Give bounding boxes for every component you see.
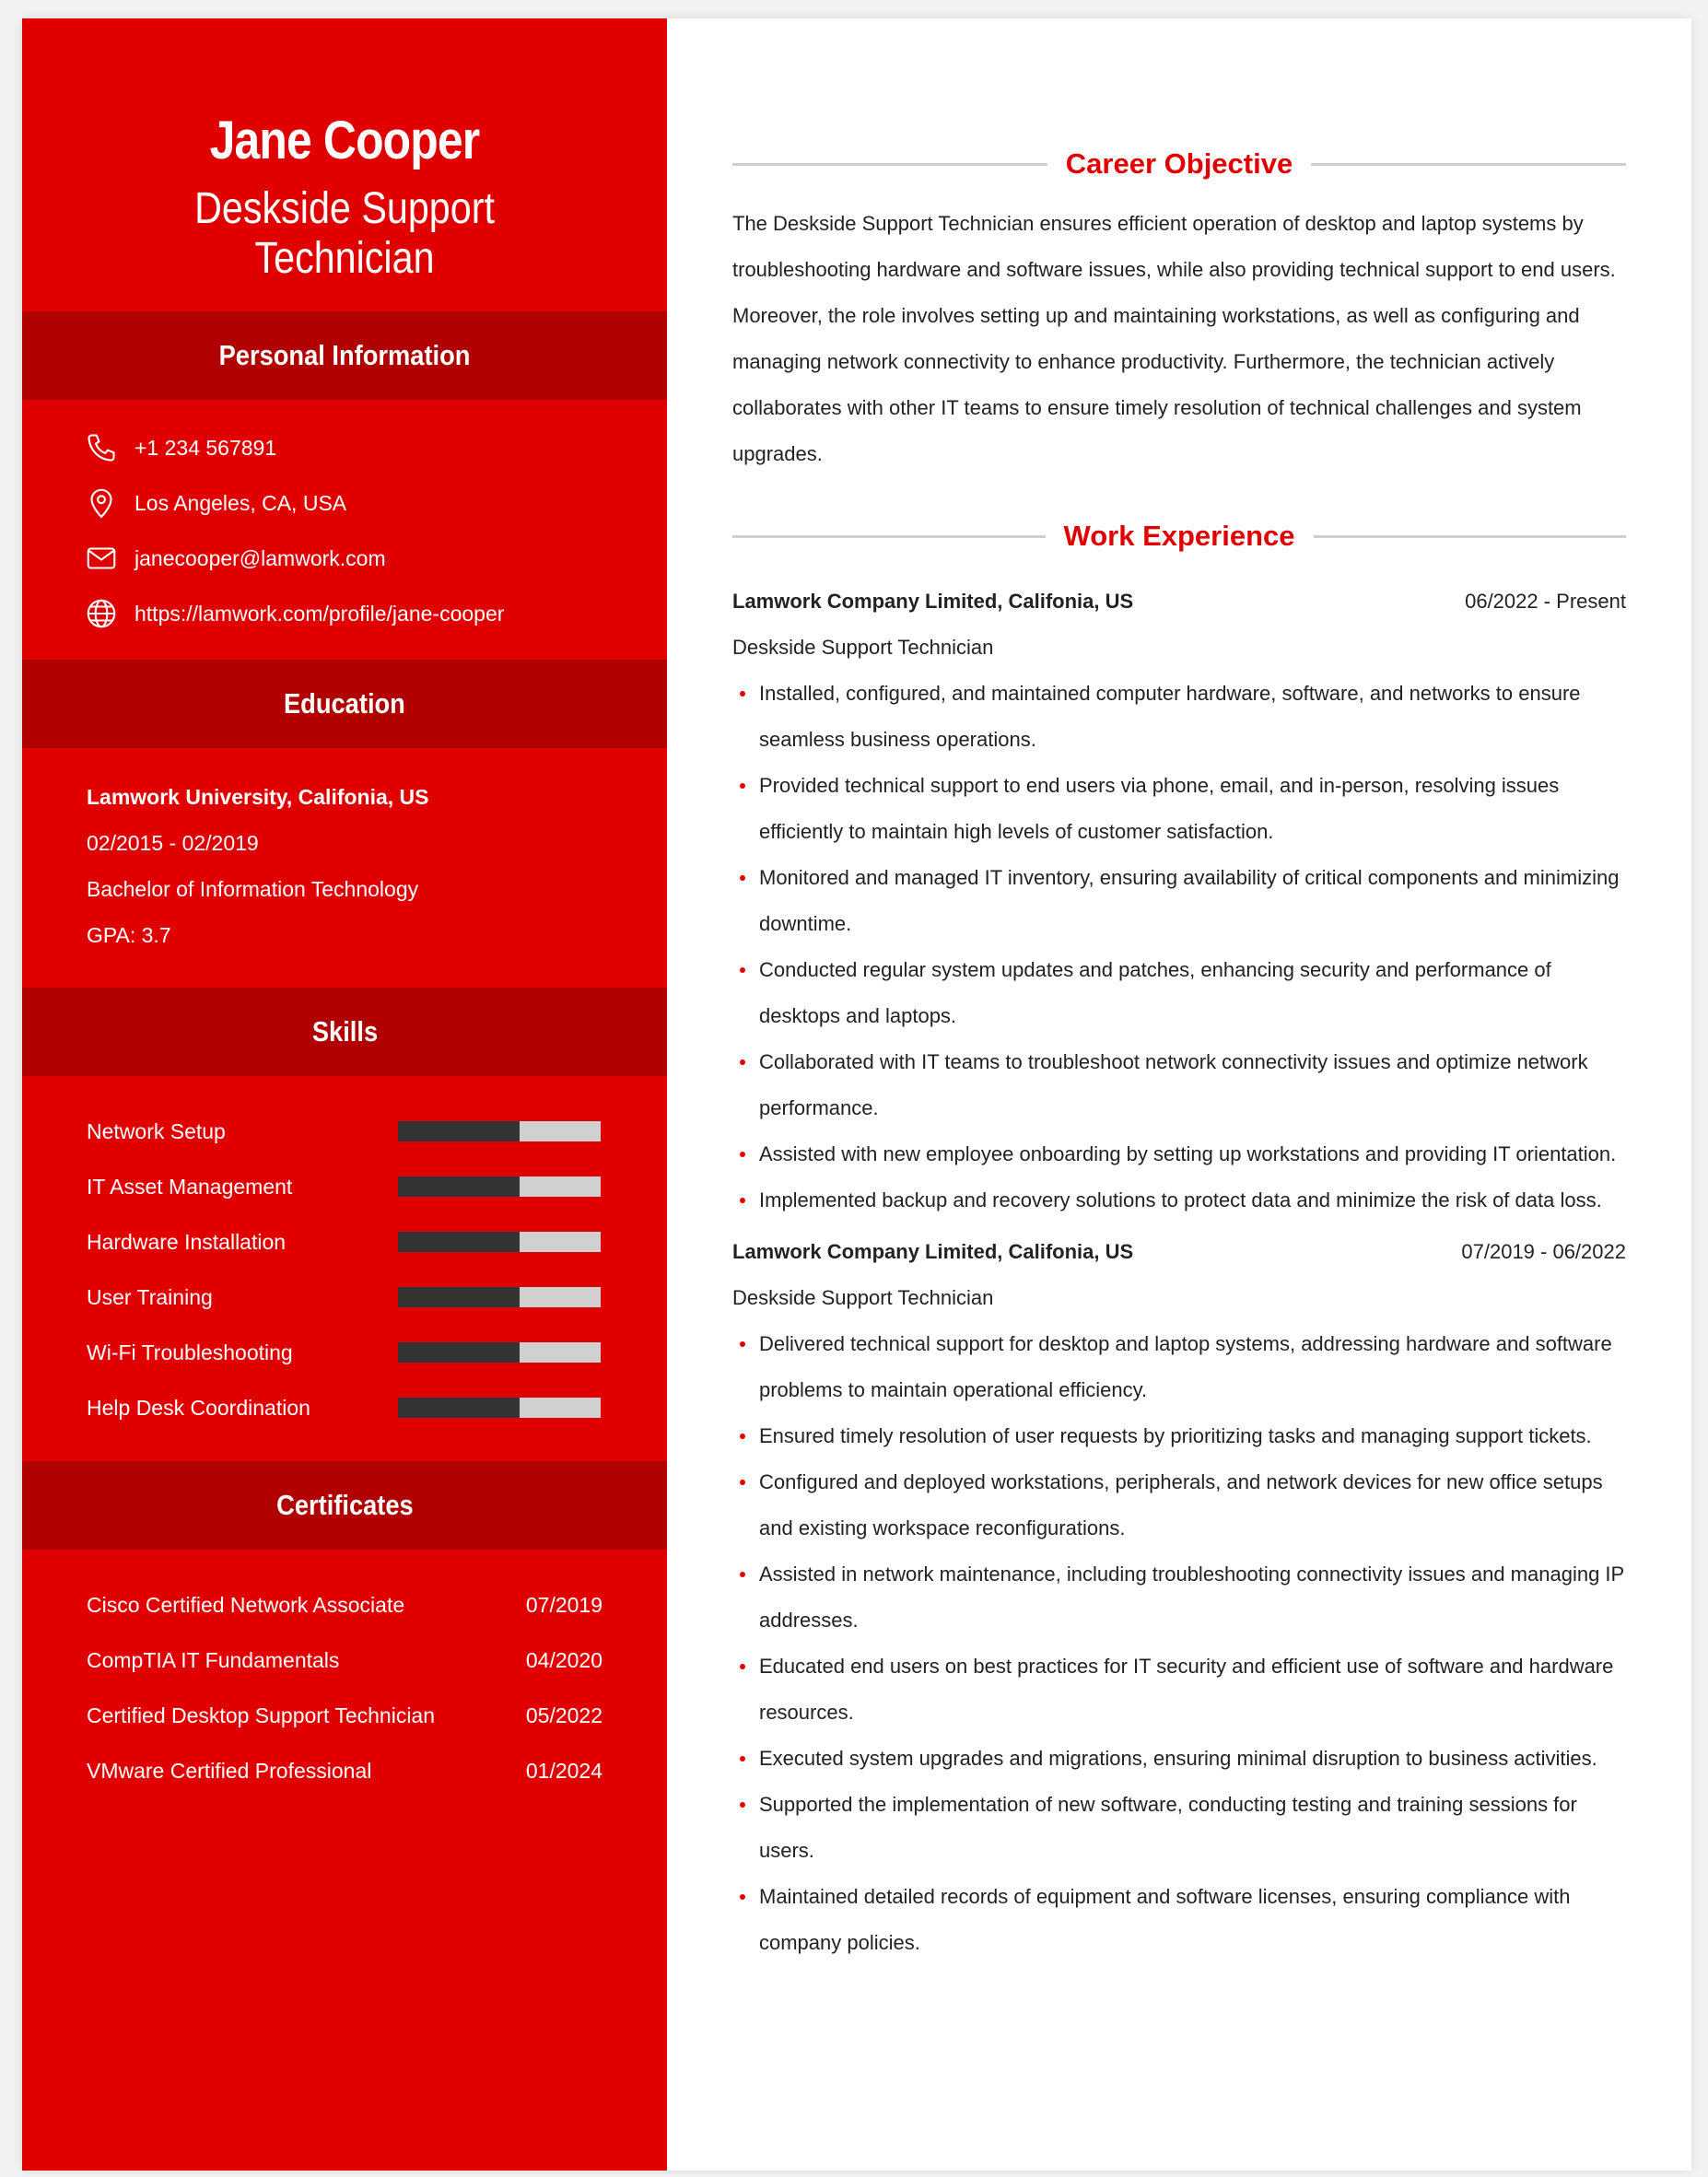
certificate-item [87, 1688, 602, 1743]
heading-rule [1314, 535, 1627, 538]
job-bullet: Educated end users on best practices for IT security and efficient use of software and hardware resources. [732, 1644, 1626, 1736]
certificate-name: Cisco Certified Network Associate [87, 1592, 405, 1617]
skill-bar [398, 1232, 601, 1252]
job-bullet: Assisted with new employee onboarding by setting up workstations and providing IT orientation. [732, 1131, 1626, 1177]
phone-text: +1 234 567891 [135, 435, 277, 460]
job-bullet: Delivered technical support for desktop and laptop systems, addressing hardware and software problems to maintain operational efficiency. [732, 1321, 1626, 1413]
job-entry [732, 579, 1626, 1223]
skill-name: Wi-Fi Troubleshooting [87, 1340, 293, 1364]
skill-bar [398, 1342, 601, 1363]
certificate-item [87, 1743, 602, 1798]
skill-item [87, 1159, 667, 1214]
skill-bar [398, 1176, 601, 1197]
phone-icon [85, 431, 118, 464]
skill-bar-fill [398, 1398, 520, 1418]
skill-item [87, 1380, 667, 1435]
email-text: janecooper@lamwork.com [135, 545, 386, 570]
skill-bar [398, 1121, 601, 1141]
job-bullet: Provided technical support to end users via phone, email, and in-person, resolving issues efficiently to maintain high levels of customer satisfaction. [732, 763, 1626, 855]
education-block [22, 748, 667, 988]
personal-info-heading: Personal Information [22, 311, 667, 400]
main-content [732, 18, 1626, 1966]
job-bullets [732, 671, 1626, 1223]
job-role: Deskside Support Technician [732, 1286, 994, 1309]
job-company: Lamwork Company Limited, Califonia, US [732, 1240, 1134, 1263]
skill-name: Network Setup [87, 1118, 226, 1143]
certificate-date: 07/2019 [525, 1592, 602, 1617]
skill-item [87, 1214, 667, 1270]
job-company: Lamwork Company Limited, Califonia, US [732, 590, 1134, 613]
work-experience-heading [732, 518, 1626, 555]
certificate-item [87, 1633, 602, 1688]
contact-phone[interactable] [85, 420, 667, 475]
profile-header [22, 18, 667, 284]
job-dates: 06/2022 - Present [1465, 590, 1626, 613]
career-objective-heading [732, 146, 1626, 182]
skills-heading: Skills [22, 988, 667, 1076]
job-bullet: Configured and deployed workstations, peripherals, and network devices for new office setups and existing workspace reconfigurations. [732, 1459, 1626, 1551]
contact-location [85, 475, 667, 531]
certificate-item [87, 1577, 602, 1633]
job-bullet: Executed system upgrades and migrations, ensuring minimal disruption to business activities. [732, 1736, 1626, 1782]
skills-list [22, 1076, 667, 1461]
job-bullet: Assisted in network maintenance, including troubleshooting connectivity issues and managing IP addresses. [732, 1551, 1626, 1644]
website-text: https://lamwork.com/profile/jane-cooper [135, 601, 505, 626]
job-header [732, 579, 1626, 625]
skill-bar [398, 1287, 601, 1307]
job-bullet: Installed, configured, and maintained computer hardware, software, and networks to ensure seamless business operations. [732, 671, 1626, 763]
education-degree: Bachelor of Information Technology [87, 877, 419, 901]
job-header [732, 1229, 1626, 1275]
certificate-name: Certified Desktop Support Technician [87, 1703, 436, 1727]
location-text: Los Angeles, CA, USA [135, 490, 347, 515]
education-heading: Education [22, 660, 667, 748]
email-icon [85, 542, 118, 575]
job-bullet: Monitored and managed IT inventory, ensuring availability of critical components and minimizing downtime. [732, 855, 1626, 947]
skill-name: User Training [87, 1284, 213, 1309]
job-bullet: Supported the implementation of new software, conducting testing and training sessions for users. [732, 1782, 1626, 1874]
location-pin-icon [85, 486, 118, 520]
education-dates: 02/2015 - 02/2019 [87, 831, 259, 855]
career-objective-title: Career Objective [1065, 147, 1293, 180]
certificates-list [22, 1550, 667, 1798]
resume-page [22, 18, 1691, 2171]
job-bullet: Collaborated with IT teams to troubleshoot network connectivity issues and optimize network performance. [732, 1039, 1626, 1131]
skill-name: Hardware Installation [87, 1229, 287, 1254]
sidebar [22, 18, 667, 2171]
contact-website[interactable] [85, 586, 667, 641]
skill-item [87, 1270, 667, 1325]
skill-item [87, 1325, 667, 1380]
certificate-date: 04/2020 [525, 1647, 602, 1672]
certificate-date: 05/2022 [525, 1703, 602, 1727]
job-bullet: Ensured timely resolution of user requests by prioritizing tasks and managing support tickets. [732, 1413, 1626, 1459]
certificate-date: 01/2024 [525, 1758, 602, 1783]
heading-rule [732, 535, 1046, 538]
job-role: Deskside Support Technician [732, 636, 994, 659]
skill-bar-fill [398, 1176, 520, 1197]
job-dates: 07/2019 - 06/2022 [1461, 1240, 1626, 1263]
skill-bar-fill [398, 1287, 520, 1307]
skill-name: IT Asset Management [87, 1174, 293, 1199]
skill-bar-fill [398, 1342, 520, 1363]
candidate-title: Deskside Support Technician [194, 184, 495, 283]
certificates-heading: Certificates [22, 1461, 667, 1550]
skill-name: Help Desk Coordination [87, 1395, 310, 1420]
job-bullet: Implemented backup and recovery solutions to protect data and minimize the risk of data loss. [732, 1177, 1626, 1223]
certificate-name: VMware Certified Professional [87, 1758, 372, 1783]
contact-list [22, 400, 667, 660]
candidate-name: Jane Cooper [209, 111, 480, 170]
education-school: Lamwork University, Califonia, US [87, 785, 429, 809]
job-bullet: Conducted regular system updates and patches, enhancing security and performance of desktops and laptops. [732, 947, 1626, 1039]
career-objective-text: The Deskside Support Technician ensures efficient operation of desktop and laptop systems by troubleshooting hardware and software issues, while also providing technical support to end users. Moreover, the role involves setting up and maintaining workstations, as well as configuring and managing network connectivity to enhance productivity. Furthermore, the technician actively collaborates with other IT teams to ensure timely resolution of technical challenges and system upgrades. [732, 212, 1616, 465]
job-entry [732, 1229, 1626, 1966]
certificate-name: CompTIA IT Fundamentals [87, 1647, 340, 1672]
skill-bar [398, 1398, 601, 1418]
skill-bar-fill [398, 1232, 520, 1252]
heading-rule [732, 163, 1047, 166]
heading-rule [1311, 163, 1626, 166]
skill-bar-fill [398, 1121, 520, 1141]
work-experience-title: Work Experience [1063, 520, 1295, 552]
education-gpa: GPA: 3.7 [87, 923, 171, 947]
job-bullets [732, 1321, 1626, 1966]
contact-email[interactable] [85, 531, 667, 586]
globe-icon [85, 597, 118, 630]
job-bullet: Maintained detailed records of equipment and software licenses, ensuring compliance with company policies. [732, 1874, 1626, 1966]
skill-item [87, 1104, 667, 1159]
